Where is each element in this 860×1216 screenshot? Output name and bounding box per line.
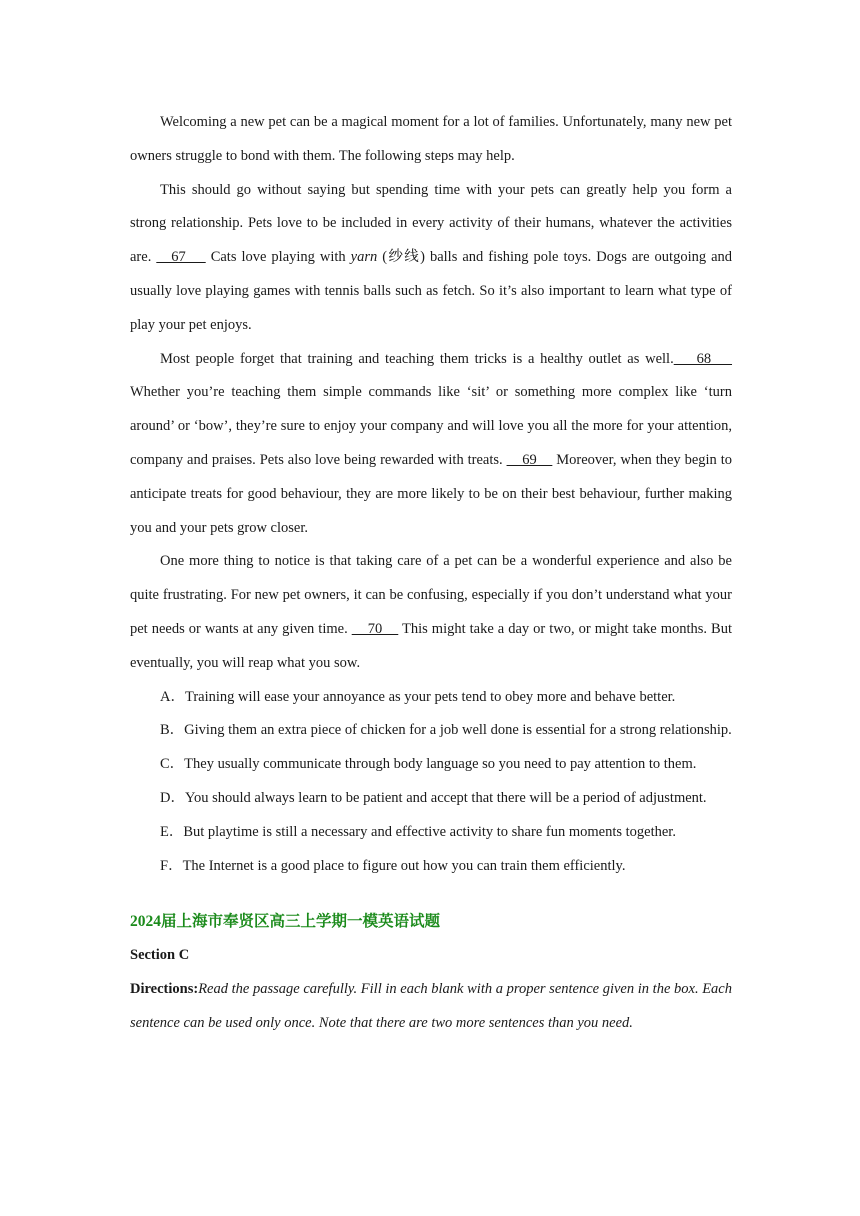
paragraph-4 — [130, 545, 732, 680]
blank-70: 70 — [351, 620, 399, 637]
paragraph-1-text: Welcoming a new pet can be a magical moment for a lot of families. Unfortunately, many new pet owners struggle to bond with them. The following steps may help. — [130, 114, 732, 164]
paragraph-1 — [130, 106, 732, 174]
directions-label: Directions: — [130, 980, 199, 997]
paragraph-3 — [130, 343, 732, 546]
blank-68: 68 — [673, 350, 733, 367]
option-b: B．Giving them an extra piece of chicken for a job well done is essential for a strong relationship. — [160, 722, 732, 739]
blank-67: 67 — [156, 249, 206, 266]
section-label: Section C — [130, 947, 190, 964]
option-c: C．They usually communicate through body language so you need to pay attention to them. — [160, 756, 697, 773]
paragraph-2-text-a: This should go without saying but spending time with your pets can greatly help you form a strong relationship. Pets love to be included in every activity of their humans, whatever the activities are. — [130, 181, 732, 266]
option-e: E．But playtime is still a necessary and effective activity to share fun moments together. — [160, 823, 676, 840]
paragraph-4-text-a: One more thing to notice is that taking care of a pet can be a wonderful experience and also be quite frustrating. For new pet owners, it can be confusing, especially if you don’t understand what your pet needs or wants at any given time. — [130, 553, 732, 637]
paragraph-2 — [130, 174, 732, 343]
option-a: A．Training will ease your annoyance as your pets tend to obey more and behave better. — [160, 688, 676, 705]
directions — [130, 973, 732, 1041]
paragraph-2-text-c: (纱线) balls and fishing pole toys. Dogs are outgoing and usually love playing games with tennis balls such as fetch. So it’s also important to learn what type of play your pet enjoys. — [130, 249, 733, 333]
option-d: D．You should always learn to be patient and accept that there will be a period of adjustment. — [160, 789, 707, 806]
directions-text: Read the passage carefully. Fill in each blank with a proper sentence given in the box. Each sentence can be used only once. Note that there are two more sentences than you need. — [130, 980, 732, 1031]
exam-title: 2024届上海市奉贤区高三上学期一模英语试题 — [130, 913, 441, 931]
paragraph-3-text-a: Most people forget that training and teaching them tricks is a healthy outlet as well. — [160, 350, 674, 367]
paragraph-2-text-b: Cats love playing with — [205, 249, 351, 266]
paragraph-3-text-b: Whether you’re teaching them simple commands like ‘sit’ or something more complex like ‘turn around’ or ‘bow’, they’re sure to enjoy your company and will love you all the more for your attention, company and praises. Pets also love being rewarded with treats. — [130, 384, 732, 468]
yarn-word: yarn — [350, 249, 378, 266]
paragraph-4-text-b: This might take a day or two, or might take months. But eventually, you will reap what you sow. — [130, 620, 733, 671]
paragraph-3-text-c: Moreover, when they begin to anticipate treats for good behaviour, they are more likely to be on their best behaviour, further making you and your pets grow closer. — [130, 451, 732, 536]
option-f: F．The Internet is a good place to figure out how you can train them efficiently. — [160, 857, 626, 874]
document-page — [130, 106, 732, 1041]
blank-69: 69 — [506, 451, 553, 468]
